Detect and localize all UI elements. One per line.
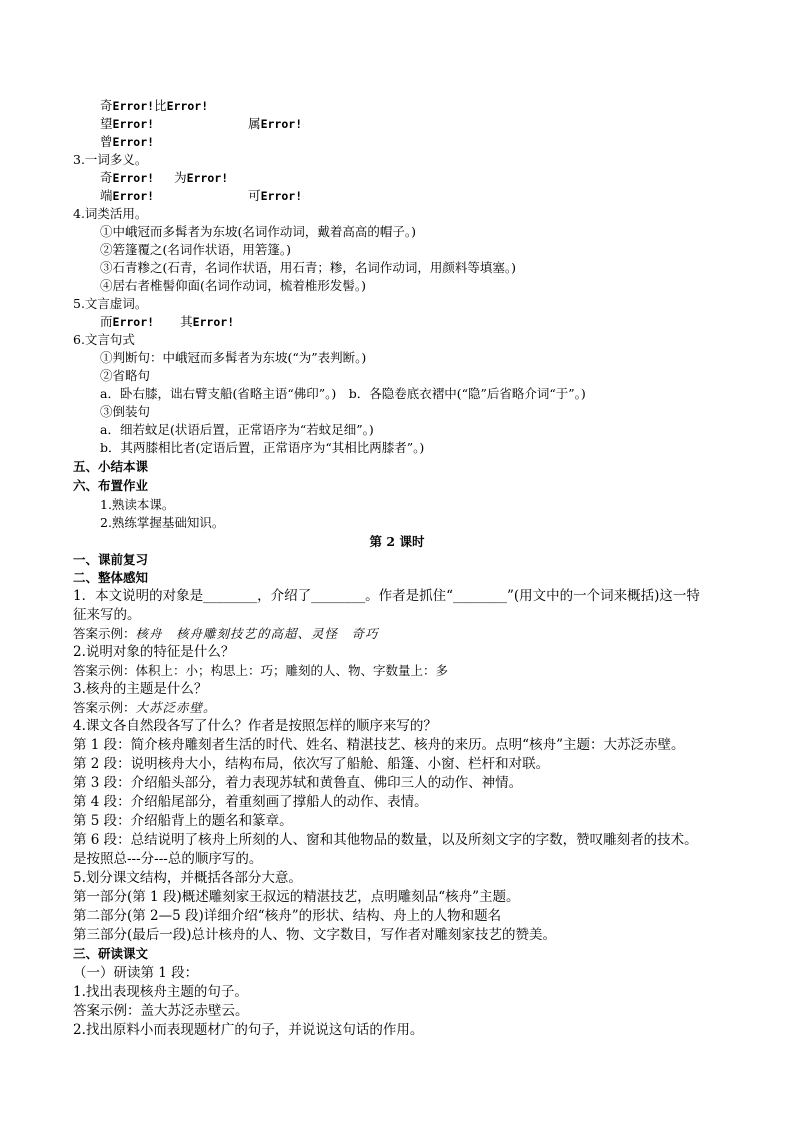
error-field: Error!: [166, 99, 209, 113]
word: 为: [174, 170, 187, 185]
study-paragraph-1: （一）研读第 1 段：: [73, 965, 199, 981]
error-field: Error!: [112, 135, 155, 149]
study-answer-1: 答案示例：盖大苏泛赤壁云。: [73, 1003, 249, 1019]
study-question-2: 2.找出原料小而表现题材广的句子，并说说这句话的作用。: [73, 1022, 424, 1038]
error-field: Error!: [112, 117, 155, 131]
homework-item-2: 2.熟练掌握基础知识。: [100, 515, 225, 530]
error-field: Error!: [260, 189, 303, 203]
sentence-pattern-2: ②省略句: [100, 368, 151, 383]
heading-study-text: 三、研读课文: [73, 946, 149, 961]
word-line-qi-wei: [100, 169, 760, 187]
error-field: Error!: [186, 171, 229, 185]
word-line-wang-shu: [100, 115, 760, 133]
error-field: Error!: [112, 99, 155, 113]
word: 望: [100, 116, 113, 131]
sentence-pattern-1: ①判断句：中峨冠而多髯者为东坡(“为”表判断。): [100, 350, 367, 365]
study-question-1: 1.找出表现核舟主题的句子。: [73, 984, 248, 1000]
heading-function-words: 5.文言虚词。: [73, 296, 148, 311]
answer-1: [73, 625, 733, 643]
heading-overall: 二、整体感知: [73, 570, 149, 585]
paragraph-summary-4: 第 4 段：介绍船尾部分，着重刻画了撑船人的动作、表情。: [73, 794, 428, 810]
structure-part-3: 第三部分(最后一段)总计核舟的人、物、文字数目，写作者对雕刻家技艺的赞美。: [73, 927, 557, 943]
error-field: Error!: [112, 315, 155, 329]
word-line-qi-bi: [100, 97, 760, 115]
error-field: Error!: [112, 189, 155, 203]
answer-3: [73, 699, 733, 717]
error-field: Error!: [192, 315, 235, 329]
word: 可: [248, 188, 261, 203]
word: 奇: [100, 98, 113, 113]
heading-summary: 五、小结本课: [73, 459, 149, 474]
word-line-duan-ke: [100, 187, 760, 205]
question-4: 4.课文各自然段各写了什么？作者是按照怎样的顺序来写的？: [73, 718, 437, 734]
word-class-item-4: ④居右者椎髻仰面(名词作动词，梳着椎形发髻。): [100, 278, 367, 293]
paragraph-summary-5: 第 5 段：介绍船背上的题名和篆章。: [73, 813, 293, 829]
heading-word-class: 4.词类活用。: [73, 206, 148, 221]
word: 端: [100, 188, 113, 203]
sentence-pattern-3: ③倒装句: [100, 404, 151, 419]
word-class-item-1: ①中峨冠而多髯者为东坡(名词作动词，戴着高高的帽子。): [100, 224, 417, 239]
word: 而: [100, 314, 113, 329]
answer-text: 大苏泛赤壁。: [135, 700, 217, 715]
paragraph-summary-6: 第 6 段：总结说明了核舟上所刻的人、窗和其他物品的数量，以及所刻文字的字数，赞叹雕刻者的技术。: [73, 832, 698, 848]
word: 属: [248, 116, 261, 131]
sentence-pattern-3a: a．细若蚊足(状语后置，正常语序为“若蚊足细”。): [100, 422, 374, 437]
question-3: 3.核舟的主题是什么？: [73, 681, 208, 697]
question-1: 1．本文说明的对象是________，介绍了________。作者是抓住“________”(用文中的一个词来概括)这一特: [73, 588, 700, 604]
question-5: 5.划分课文结构，并概括各部分大意。: [73, 870, 302, 886]
word: 其: [180, 314, 193, 329]
lesson-title: 第 2 课时: [369, 534, 425, 549]
heading-homework: 六、布置作业: [73, 478, 149, 493]
heading-sentence-patterns: 6.文言句式: [73, 332, 135, 347]
word-line-ceng: [100, 133, 760, 151]
paragraph-summary-3: 第 3 段：介绍船头部分，着力表现苏轼和黄鲁直、佛印三人的动作、神情。: [73, 775, 523, 791]
sentence-pattern-2-examples: a．卧右膝，诎右臂支船(省略主语“佛印”。) b．各隐卷底衣褶中(“隐”后省略介词“于”。): [100, 386, 586, 401]
word: 曾: [100, 134, 113, 149]
error-field: Error!: [112, 171, 155, 185]
heading-review: 一、课前复习: [73, 552, 149, 567]
paragraph-summary-2: 第 2 段：说明核舟大小，结构布局，依次写了船舱、船篷、小窗、栏杆和对联。: [73, 756, 550, 772]
word-line-er-qi: [100, 313, 760, 331]
word-class-item-3: ③石青糁之(石青，名词作状语，用石青；糁，名词作动词，用颜料等填塞。): [100, 260, 517, 275]
answer-text: 核舟 核舟雕刻技艺的高超、灵怪 奇巧: [135, 626, 379, 641]
homework-item-1: 1.熟读本课。: [100, 497, 175, 512]
word: 比: [154, 98, 167, 113]
heading-polysemy: 3.一词多义。: [73, 152, 148, 167]
sentence-pattern-3b: b．其两膝相比者(定语后置，正常语序为“其相比两膝者”。): [100, 440, 425, 455]
structure-part-2: 第二部分(第 2—5 段)详细介绍“核舟”的形状、结构、舟上的人物和题名: [73, 908, 502, 924]
structure-order: 是按照总---分---总的顺序写的。: [73, 851, 263, 867]
structure-part-1: 第一部分(第 1 段)概述雕刻家王叔远的精湛技艺，点明雕刻品“核舟”主题。: [73, 889, 520, 905]
answer-label: 答案示例：: [73, 700, 136, 715]
word: 奇: [100, 170, 113, 185]
question-2: 2.说明对象的特征是什么？: [73, 644, 235, 660]
word-class-item-2: ②箬篷覆之(名词作状语，用箬篷。): [100, 242, 292, 257]
answer-2: 答案示例：体积上：小；构思上：巧；雕刻的人、物、字数量上：多: [73, 663, 449, 678]
paragraph-summary-1: 第 1 段：简介核舟雕刻者生活的时代、姓名、精湛技艺、核舟的来历。点明“核舟”主题：大苏泛赤壁。: [73, 737, 685, 753]
error-field: Error!: [260, 117, 303, 131]
answer-label: 答案示例：: [73, 626, 136, 641]
question-1-cont: 征来写的。: [73, 607, 141, 623]
